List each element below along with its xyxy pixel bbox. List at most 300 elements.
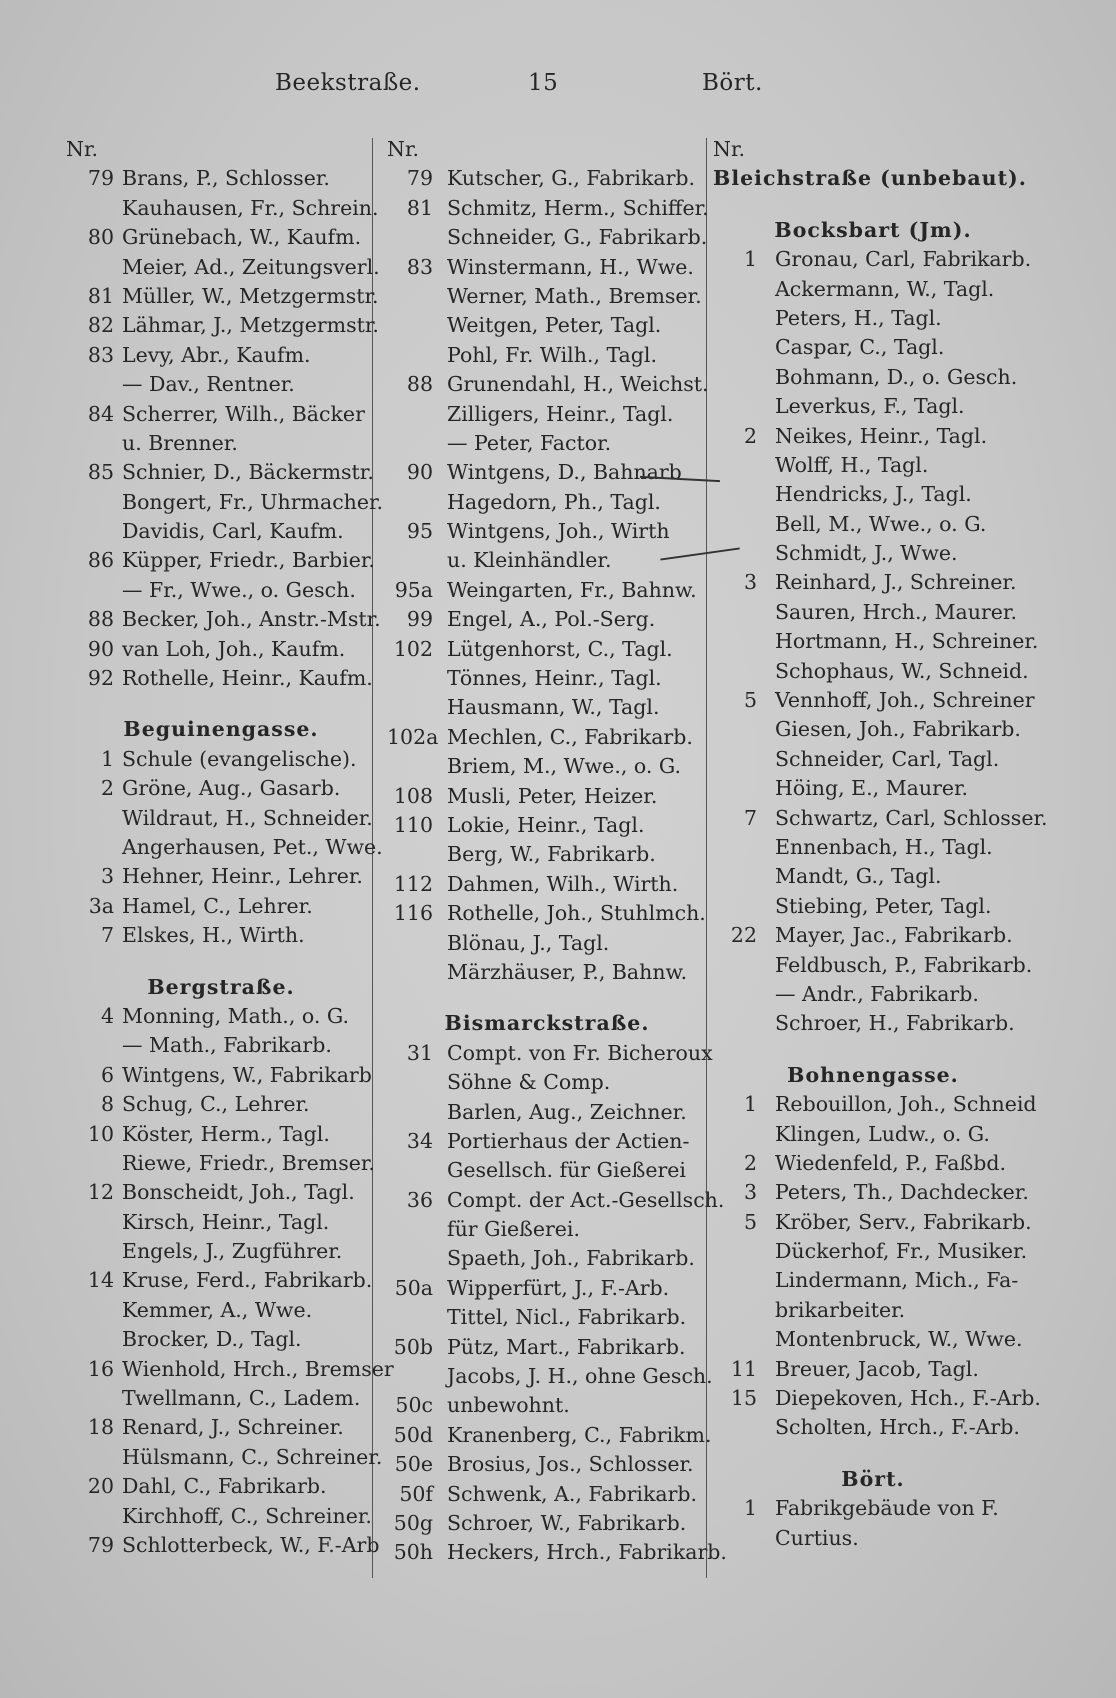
resident-entry (66, 311, 379, 340)
resident-entry (713, 1524, 1043, 1553)
house-number: 90 (406, 460, 433, 485)
resident-entry (387, 752, 707, 781)
house-number: 50h (393, 1540, 433, 1565)
resident-entry (713, 1494, 1043, 1523)
house-number: 2 (743, 423, 757, 448)
resident-entry (713, 892, 1043, 921)
resident-entry (713, 1266, 1043, 1295)
resident-text: Hausmann, W., Tagl. (447, 695, 660, 720)
resident-entry (66, 774, 376, 803)
house-number: 95a (394, 577, 433, 602)
resident-text: Kranenberg, C., Fabrikm. (447, 1422, 712, 1447)
resident-text: Schmitz, Herm., Schiffer. (447, 195, 709, 220)
resident-entry (66, 194, 379, 223)
resident-entry (713, 774, 1043, 803)
resident-text: Kemmer, A., Wwe. (122, 1297, 313, 1322)
resident-entry (66, 1472, 376, 1501)
resident-entry (713, 275, 1043, 304)
resident-entry (387, 576, 707, 605)
resident-text: Hagedorn, Ph., Tagl. (447, 489, 661, 514)
resident-entry (66, 892, 376, 921)
resident-entry (387, 1362, 713, 1391)
section-gap (66, 951, 376, 973)
house-number: 4 (100, 1003, 114, 1028)
resident-text: Vennhoff, Joh., Schreiner (775, 688, 1035, 713)
house-number: 7 (100, 923, 114, 948)
street-name: Bört. (841, 1466, 905, 1491)
house-number: 50a (394, 1275, 433, 1300)
resident-entry (713, 833, 1043, 862)
resident-text: Peters, H., Tagl. (775, 305, 942, 330)
house-number: 83 (406, 254, 433, 279)
resident-entry (713, 451, 1043, 480)
resident-entry (713, 1009, 1043, 1038)
house-number: 50b (393, 1334, 433, 1359)
resident-text: Höing, E., Maurer. (775, 776, 969, 801)
resident-entry (713, 1090, 1043, 1119)
resident-text: Scholten, Hrch., F.-Arb. (775, 1415, 1020, 1440)
resident-text: Werner, Math., Bremser. (447, 283, 702, 308)
resident-entry (387, 223, 707, 252)
resident-text: Berg, W., Fabrikarb. (447, 842, 656, 867)
resident-entry (66, 804, 376, 833)
resident-entry (66, 1443, 383, 1472)
resident-text: Bongert, Fr., Uhrmacher. (122, 489, 384, 514)
resident-entry (387, 605, 707, 634)
resident-text: Gröne, Aug., Gasarb. (122, 776, 341, 801)
resident-entry (387, 929, 707, 958)
resident-entry (713, 1120, 1043, 1149)
resident-entry (713, 715, 1043, 744)
house-number: 88 (87, 607, 114, 632)
resident-text: Brocker, D., Tagl. (122, 1327, 302, 1352)
resident-text: Schwenk, A., Fabrikarb. (447, 1481, 698, 1506)
resident-entry (66, 1208, 376, 1237)
resident-text: Wipperfürt, J., F.-Arb. (447, 1275, 670, 1300)
resident-text: Musli, Peter, Heizer. (447, 783, 658, 808)
resident-text: Ackermann, W., Tagl. (775, 276, 995, 301)
house-number: 90 (87, 636, 114, 661)
resident-entry (387, 458, 707, 487)
resident-entry (66, 1120, 376, 1149)
resident-entry (713, 568, 1043, 597)
resident-entry (713, 1413, 1043, 1442)
resident-entry (713, 539, 1043, 568)
resident-entry (66, 576, 376, 605)
resident-text: Diepekoven, Hch., F.-Arb. (775, 1386, 1041, 1411)
resident-entry (713, 1178, 1043, 1207)
house-number: 82 (87, 313, 114, 338)
resident-text: Klingen, Ludw., o. G. (775, 1121, 990, 1146)
house-number: 81 (406, 195, 433, 220)
resident-text: Schophaus, W., Schneid. (775, 658, 1029, 683)
house-number: 108 (393, 783, 433, 808)
resident-text: u. Kleinhändler. (447, 548, 612, 573)
resident-entry (66, 1061, 376, 1090)
section-gap (387, 987, 707, 1009)
house-number: 85 (87, 460, 114, 485)
resident-entry (66, 745, 376, 774)
resident-entry (387, 370, 707, 399)
resident-text: Barlen, Aug., Zeichner. (447, 1099, 687, 1124)
resident-text: Reinhard, J., Schreiner. (775, 570, 1017, 595)
resident-text: Blönau, J., Tagl. (447, 930, 610, 955)
house-number: 8 (100, 1092, 114, 1117)
resident-text: Meier, Ad., Zeitungsverl. (122, 254, 380, 279)
street-name: Bergstraße. (147, 974, 295, 999)
resident-entry (66, 282, 379, 311)
resident-entry (713, 745, 1043, 774)
resident-text: Breuer, Jacob, Tagl. (775, 1356, 979, 1381)
number-column-label (66, 135, 376, 164)
resident-entry (66, 1531, 380, 1560)
resident-text: Rothelle, Joh., Stuhlmch. (447, 901, 706, 926)
resident-text: Dahl, C., Fabrikarb. (122, 1474, 327, 1499)
resident-text: Giesen, Joh., Fabrikarb. (775, 717, 1021, 742)
resident-text: Mechlen, C., Fabrikarb. (447, 724, 693, 749)
resident-text: Leverkus, F., Tagl. (775, 394, 965, 419)
resident-text: Kruse, Ferd., Fabrikarb. (122, 1268, 373, 1293)
resident-entry (713, 392, 1043, 421)
resident-text: Brans, P., Schlosser. (122, 166, 330, 191)
resident-text: Elskes, H., Wirth. (122, 923, 305, 948)
street-heading (66, 973, 376, 1002)
house-number: 112 (393, 871, 433, 896)
resident-text: brikarbeiter. (775, 1297, 906, 1322)
number-column-label (387, 135, 707, 164)
house-number: 15 (730, 1386, 757, 1411)
resident-entry (387, 546, 707, 575)
section-gap (713, 1039, 1043, 1061)
resident-text: Wintgens, Joh., Wirth (447, 519, 670, 544)
resident-text: Zilligers, Heinr., Tagl. (447, 401, 674, 426)
house-number: 1 (743, 247, 757, 272)
resident-text: Köster, Herm., Tagl. (122, 1121, 330, 1146)
resident-text: van Loh, Joh., Kaufm. (122, 636, 346, 661)
resident-entry (387, 1215, 707, 1244)
resident-entry (387, 1098, 707, 1127)
resident-entry (713, 686, 1043, 715)
resident-text: Weitgen, Peter, Tagl. (447, 313, 662, 338)
resident-entry (66, 1090, 376, 1119)
house-number: 31 (406, 1040, 433, 1065)
house-number: 3 (743, 570, 757, 595)
header-left: Beekstraße. (275, 70, 421, 96)
resident-entry (66, 921, 376, 950)
house-number: 102a (387, 724, 439, 749)
resident-text: Jacobs, J. H., ohne Gesch. (447, 1364, 713, 1389)
resident-entry (387, 840, 707, 869)
resident-entry (387, 723, 707, 752)
resident-text: Schnier, D., Bäckermstr. (122, 460, 374, 485)
resident-text: Engel, A., Pol.-Serg. (447, 607, 656, 632)
resident-text: Bell, M., Wwe., o. G. (775, 511, 987, 536)
resident-entry (387, 811, 707, 840)
house-number: 3 (743, 1180, 757, 1205)
resident-entry (387, 1039, 713, 1068)
resident-entry (387, 782, 707, 811)
resident-text: Kauhausen, Fr., Schrein. (122, 195, 379, 220)
resident-entry (66, 370, 376, 399)
street-name: Bocksbart (Jm). (774, 217, 972, 242)
resident-text: Becker, Joh., Anstr.-Mstr. (122, 607, 381, 632)
resident-entry (713, 627, 1043, 656)
resident-text: Schneider, G., Fabrikarb. (447, 225, 708, 250)
resident-text: Mandt, G., Tagl. (775, 864, 942, 889)
street-heading (713, 164, 1043, 193)
number-column-label (713, 135, 1043, 164)
page-number: 15 (528, 70, 559, 96)
resident-text: Davidis, Carl, Kaufm. (122, 519, 344, 544)
resident-entry (713, 1208, 1043, 1237)
resident-text: Spaeth, Joh., Fabrikarb. (447, 1246, 695, 1271)
house-number: 83 (87, 342, 114, 367)
resident-text: Schule (evangelische). (122, 746, 357, 771)
resident-text: unbewohnt. (447, 1393, 570, 1418)
resident-entry (713, 245, 1043, 274)
house-number: 79 (87, 166, 114, 191)
resident-text: Schroer, W., Fabrikarb. (447, 1510, 687, 1535)
resident-text: Peters, Th., Dachdecker. (775, 1180, 1029, 1205)
house-number: 6 (100, 1062, 114, 1087)
resident-entry (387, 1274, 707, 1303)
resident-entry (713, 363, 1043, 392)
house-number: 5 (743, 688, 757, 713)
resident-entry (713, 921, 1043, 950)
resident-entry (387, 1127, 707, 1156)
running-header (0, 70, 1116, 110)
resident-entry (387, 164, 707, 193)
resident-text: Pohl, Fr. Wilh., Tagl. (447, 342, 657, 367)
resident-text: Kirchhoff, C., Schreiner. (122, 1503, 372, 1528)
resident-entry (387, 282, 707, 311)
resident-text: — Peter, Factor. (447, 430, 612, 455)
house-number: 1 (743, 1092, 757, 1117)
house-number: 84 (87, 401, 114, 426)
resident-text: Dückerhof, Fr., Musiker. (775, 1239, 1028, 1264)
house-number: 79 (406, 166, 433, 191)
house-number: 34 (406, 1128, 433, 1153)
resident-entry (66, 1178, 376, 1207)
resident-entry (387, 429, 707, 458)
resident-entry (66, 223, 376, 252)
resident-entry (713, 657, 1043, 686)
resident-entry (713, 1296, 1043, 1325)
resident-entry (66, 429, 376, 458)
resident-text: — Fr., Wwe., o. Gesch. (122, 577, 356, 602)
resident-entry (387, 1303, 707, 1332)
street-heading (713, 1465, 1043, 1494)
resident-entry (66, 862, 376, 891)
section-gap (66, 693, 376, 715)
resident-entry (387, 693, 707, 722)
resident-entry (66, 1355, 394, 1384)
resident-text: Märzhäuser, P., Bahnw. (447, 959, 688, 984)
resident-text: Rebouillon, Joh., Schneid (775, 1092, 1037, 1117)
resident-entry (66, 517, 376, 546)
resident-entry (66, 605, 381, 634)
resident-entry (387, 1244, 707, 1273)
resident-entry (66, 400, 376, 429)
resident-entry (387, 488, 707, 517)
resident-text: Schmidt, J., Wwe. (775, 541, 958, 566)
resident-text: für Gießerei. (447, 1217, 580, 1242)
resident-entry (387, 1450, 707, 1479)
resident-text: Neikes, Heinr., Tagl. (775, 423, 988, 448)
street-heading (713, 216, 1043, 245)
resident-entry (387, 1538, 727, 1567)
resident-entry (713, 951, 1043, 980)
resident-entry (66, 1384, 376, 1413)
resident-text: Wintgens, D., Bahnarb (447, 460, 682, 485)
house-number: 50c (395, 1393, 433, 1418)
resident-text: Küpper, Friedr., Barbier. (122, 548, 375, 573)
house-number: 1 (100, 746, 114, 771)
resident-text: — Math., Fabrikarb. (122, 1033, 332, 1058)
resident-text: Briem, M., Wwe., o. G. (447, 754, 682, 779)
resident-text: Hehner, Heinr., Lehrer. (122, 864, 363, 889)
resident-entry (66, 1237, 376, 1266)
resident-entry (387, 1509, 707, 1538)
resident-text: Curtius. (775, 1525, 859, 1550)
resident-text: Müller, W., Metzgermstr. (122, 283, 379, 308)
resident-entry (387, 664, 707, 693)
house-number: 20 (87, 1474, 114, 1499)
resident-entry (713, 422, 1043, 451)
resident-text: Wienhold, Hrch., Bremser (122, 1356, 394, 1381)
resident-text: Brosius, Jos., Schlosser. (447, 1452, 694, 1477)
resident-text: Riewe, Friedr., Bremser. (122, 1150, 375, 1175)
resident-text: Söhne & Comp. (447, 1070, 611, 1095)
resident-text: Lähmar, J., Metzgermstr. (122, 313, 379, 338)
resident-text: Sauren, Hrch., Maurer. (775, 599, 1017, 624)
resident-text: Wildraut, H., Schneider. (122, 805, 373, 830)
resident-entry (66, 1413, 376, 1442)
resident-entry (387, 1391, 707, 1420)
resident-entry (387, 400, 707, 429)
resident-entry (713, 1237, 1043, 1266)
resident-text: Scherrer, Wilh., Bäcker (122, 401, 365, 426)
resident-entry (66, 1325, 376, 1354)
house-number: 11 (730, 1356, 757, 1381)
street-heading (387, 1009, 707, 1038)
street-name: Bismarckstraße. (444, 1011, 650, 1036)
street-heading (713, 1061, 1043, 1090)
resident-entry (66, 833, 383, 862)
resident-entry (713, 510, 1043, 539)
house-number: 2 (743, 1150, 757, 1175)
house-number: 10 (87, 1121, 114, 1146)
resident-entry (387, 311, 707, 340)
street-name: Beguinengasse. (123, 717, 319, 742)
resident-entry (66, 253, 380, 282)
resident-entry (387, 958, 707, 987)
resident-entry (387, 194, 707, 223)
nr-label: Nr. (387, 137, 420, 161)
resident-entry (387, 1421, 712, 1450)
resident-text: Tönnes, Heinr., Tagl. (447, 666, 662, 691)
resident-text: Winstermann, H., Wwe. (447, 254, 694, 279)
resident-text: Schroer, H., Fabrikarb. (775, 1011, 1015, 1036)
resident-text: Fabrikgebäude von F. (775, 1496, 999, 1521)
house-number: 22 (730, 923, 757, 948)
house-number: 110 (393, 812, 433, 837)
resident-text: Compt. von Fr. Bicheroux (447, 1040, 713, 1065)
address-column-2 (387, 135, 727, 1568)
resident-text: Hortmann, H., Schreiner. (775, 629, 1039, 654)
address-column-3 (713, 135, 1048, 1553)
house-number: 79 (87, 1532, 114, 1557)
resident-entry (713, 333, 1043, 362)
house-number: 99 (406, 607, 433, 632)
resident-entry (713, 1149, 1043, 1178)
resident-text: Levy, Abr., Kaufm. (122, 342, 311, 367)
house-number: 95 (406, 519, 433, 544)
resident-text: Schlotterbeck, W., F.-Arb (122, 1532, 380, 1557)
resident-text: Lokie, Heinr., Tagl. (447, 812, 645, 837)
resident-entry (387, 253, 707, 282)
resident-text: Portierhaus der Actien- (447, 1128, 690, 1153)
resident-entry (66, 1266, 376, 1295)
resident-entry (387, 899, 707, 928)
resident-entry (66, 1002, 376, 1031)
resident-text: Compt. der Act.-Gesellsch. (447, 1187, 725, 1212)
resident-text: Pütz, Mart., Fabrikarb. (447, 1334, 686, 1359)
nr-label: Nr. (713, 137, 746, 161)
section-gap (713, 1443, 1043, 1465)
resident-text: Kirsch, Heinr., Tagl. (122, 1209, 330, 1234)
resident-text: Wolff, H., Tagl. (775, 452, 929, 477)
resident-text: Caspar, C., Tagl. (775, 335, 945, 360)
resident-text: Lindermann, Mich., Fa- (775, 1268, 1019, 1293)
resident-text: — Dav., Rentner. (122, 372, 295, 397)
house-number: 16 (87, 1356, 114, 1381)
resident-text: Schwartz, Carl, Schlosser. (775, 805, 1048, 830)
resident-entry (713, 804, 1048, 833)
house-number: 80 (87, 225, 114, 250)
resident-entry (66, 1149, 376, 1178)
resident-text: Schug, C., Lehrer. (122, 1092, 310, 1117)
house-number: 50f (399, 1481, 433, 1506)
resident-entry (387, 517, 707, 546)
resident-text: Grünebach, W., Kaufm. (122, 225, 362, 250)
resident-text: Dahmen, Wilh., Wirth. (447, 871, 679, 896)
resident-text: Hamel, C., Lehrer. (122, 893, 313, 918)
house-number: 1 (743, 1496, 757, 1521)
resident-text: Bonscheidt, Joh., Tagl. (122, 1180, 355, 1205)
house-number: 92 (87, 666, 114, 691)
house-number: 50g (393, 1510, 433, 1535)
address-column-1 (66, 135, 394, 1560)
house-number: 50d (393, 1422, 433, 1447)
resident-entry (713, 480, 1043, 509)
section-gap (713, 194, 1043, 216)
resident-entry (387, 1156, 707, 1185)
resident-entry (66, 635, 376, 664)
resident-text: Feldbusch, P., Fabrikarb. (775, 952, 1033, 977)
resident-entry (387, 870, 707, 899)
resident-entry (713, 1325, 1043, 1354)
resident-entry (66, 458, 376, 487)
resident-text: u. Brenner. (122, 430, 238, 455)
resident-text: Kröber, Serv., Fabrikarb. (775, 1209, 1032, 1234)
resident-text: Schneider, Carl, Tagl. (775, 746, 1000, 771)
resident-text: Rothelle, Heinr., Kaufm. (122, 666, 373, 691)
resident-text: Heckers, Hrch., Fabrikarb. (447, 1540, 727, 1565)
house-number: 3 (100, 864, 114, 889)
resident-entry (66, 1296, 376, 1325)
resident-text: Hülsmann, C., Schreiner. (122, 1444, 383, 1469)
